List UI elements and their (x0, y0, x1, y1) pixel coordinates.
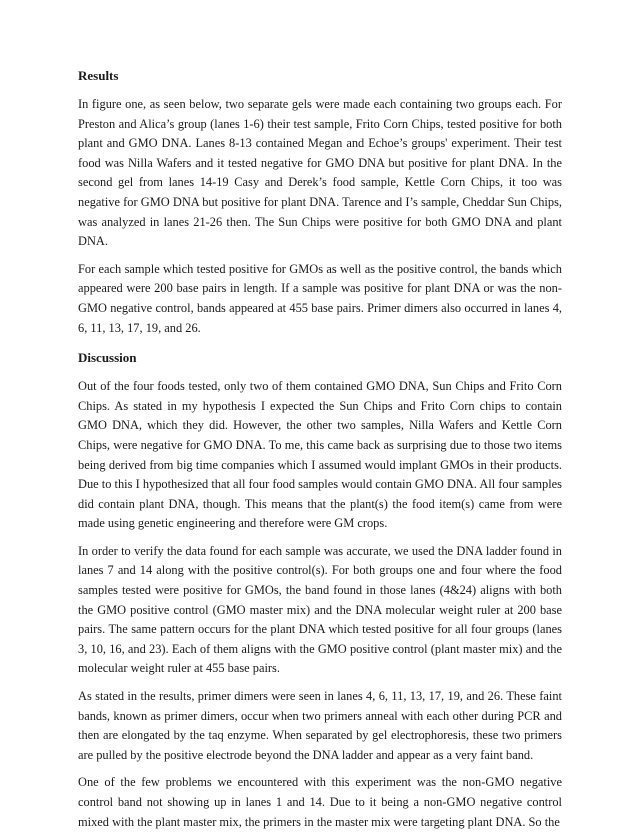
discussion-paragraph-3: As stated in the results, primer dimers were seen in lanes 4, 6, 11, 13, 17, 19, and 26. These faint bands, known as primer dimers, occur when two primers anneal with each other during PCR and then are elongated by the taq enzyme. When separated by gel electrophoresis, these two primers are pulled by the positive electrode beyond the DNA ladder and appear as a very faint band. (78, 689, 562, 762)
discussion-paragraph-2: In order to verify the data found for each sample was accurate, we used the DNA ladder found in lanes 7 and 14 along with the positive control(s). For both groups one and four where the food samples tested were positive for GMOs, the band found in those lanes (4&24) aligns with both the GMO positive control (GMO master mix) and the DNA molecular weight ruler at 200 base pairs. The same pattern occurs for the plant DNA which tested positive for all four groups (lanes 3, 10, 16, and 23). Each of them aligns with the GMO positive control (plant master mix) and the molecular weight ruler at 455 base pairs. (78, 543, 562, 676)
discussion-paragraph-4: One of the few problems we encountered with this experiment was the non-GMO negative control band not showing up in lanes 1 and 14. Due to it being a non-GMO negative control mixed with the plant master mix, the primers in the master mix were targeting plant DNA. So the (78, 775, 562, 829)
results-paragraph-2: For each sample which tested positive for GMOs as well as the positive control, the bands which appeared were 200 base pairs in length. If a sample was positive for plant DNA or was the non-GMO negative control, bands appeared at 455 base pairs. Primer dimers also occurred in lanes 4, 6, 11, 13, 17, 19, and 26. (78, 261, 562, 335)
results-paragraph-1: In figure one, as seen below, two separate gels were made each containing two groups each. For Preston and Alica’s group (lanes 1-6) their test sample, Frito Corn Chips, tested positive for both plant and GMO DNA. Lanes 8-13 contained Megan and Echoe’s groups' experiment. Their test food was Nilla Wafers and it tested negative for GMO DNA but positive for plant DNA. In the second gel from lanes 14-19 Casy and Derek’s food sample, Kettle Corn Chips, it too was negative for GMO DNA but positive for plant DNA. Tarence and I’s sample, Cheddar Sun Chips, was analyzed in lanes 21-26 then. The Sun Chips were positive for both GMO DNA and plant DNA. (78, 97, 562, 249)
results-heading: Results (78, 68, 119, 83)
discussion-heading: Discussion (78, 350, 137, 366)
discussion-paragraph-1: Out of the four foods tested, only two of them contained GMO DNA, Sun Chips and Frito Corn Chips. As stated in my hypothesis I expected the Sun Chips and Frito Corn chips to contain GMO DNA, which they did. However, the other two samples, Nilla Wafers and Kettle Corn Chips, were negative for GMO DNA. To me, this came back as surprising due to those two items being derived from big time companies which I assumed would implant GMOs in their products. Due to this I hypothesized that all four food samples would contain GMO DNA. All four samples did contain plant DNA, though. This means that the plant(s) the food item(s) came from were made using genetic engineering and therefore were GM crops. (78, 379, 562, 531)
